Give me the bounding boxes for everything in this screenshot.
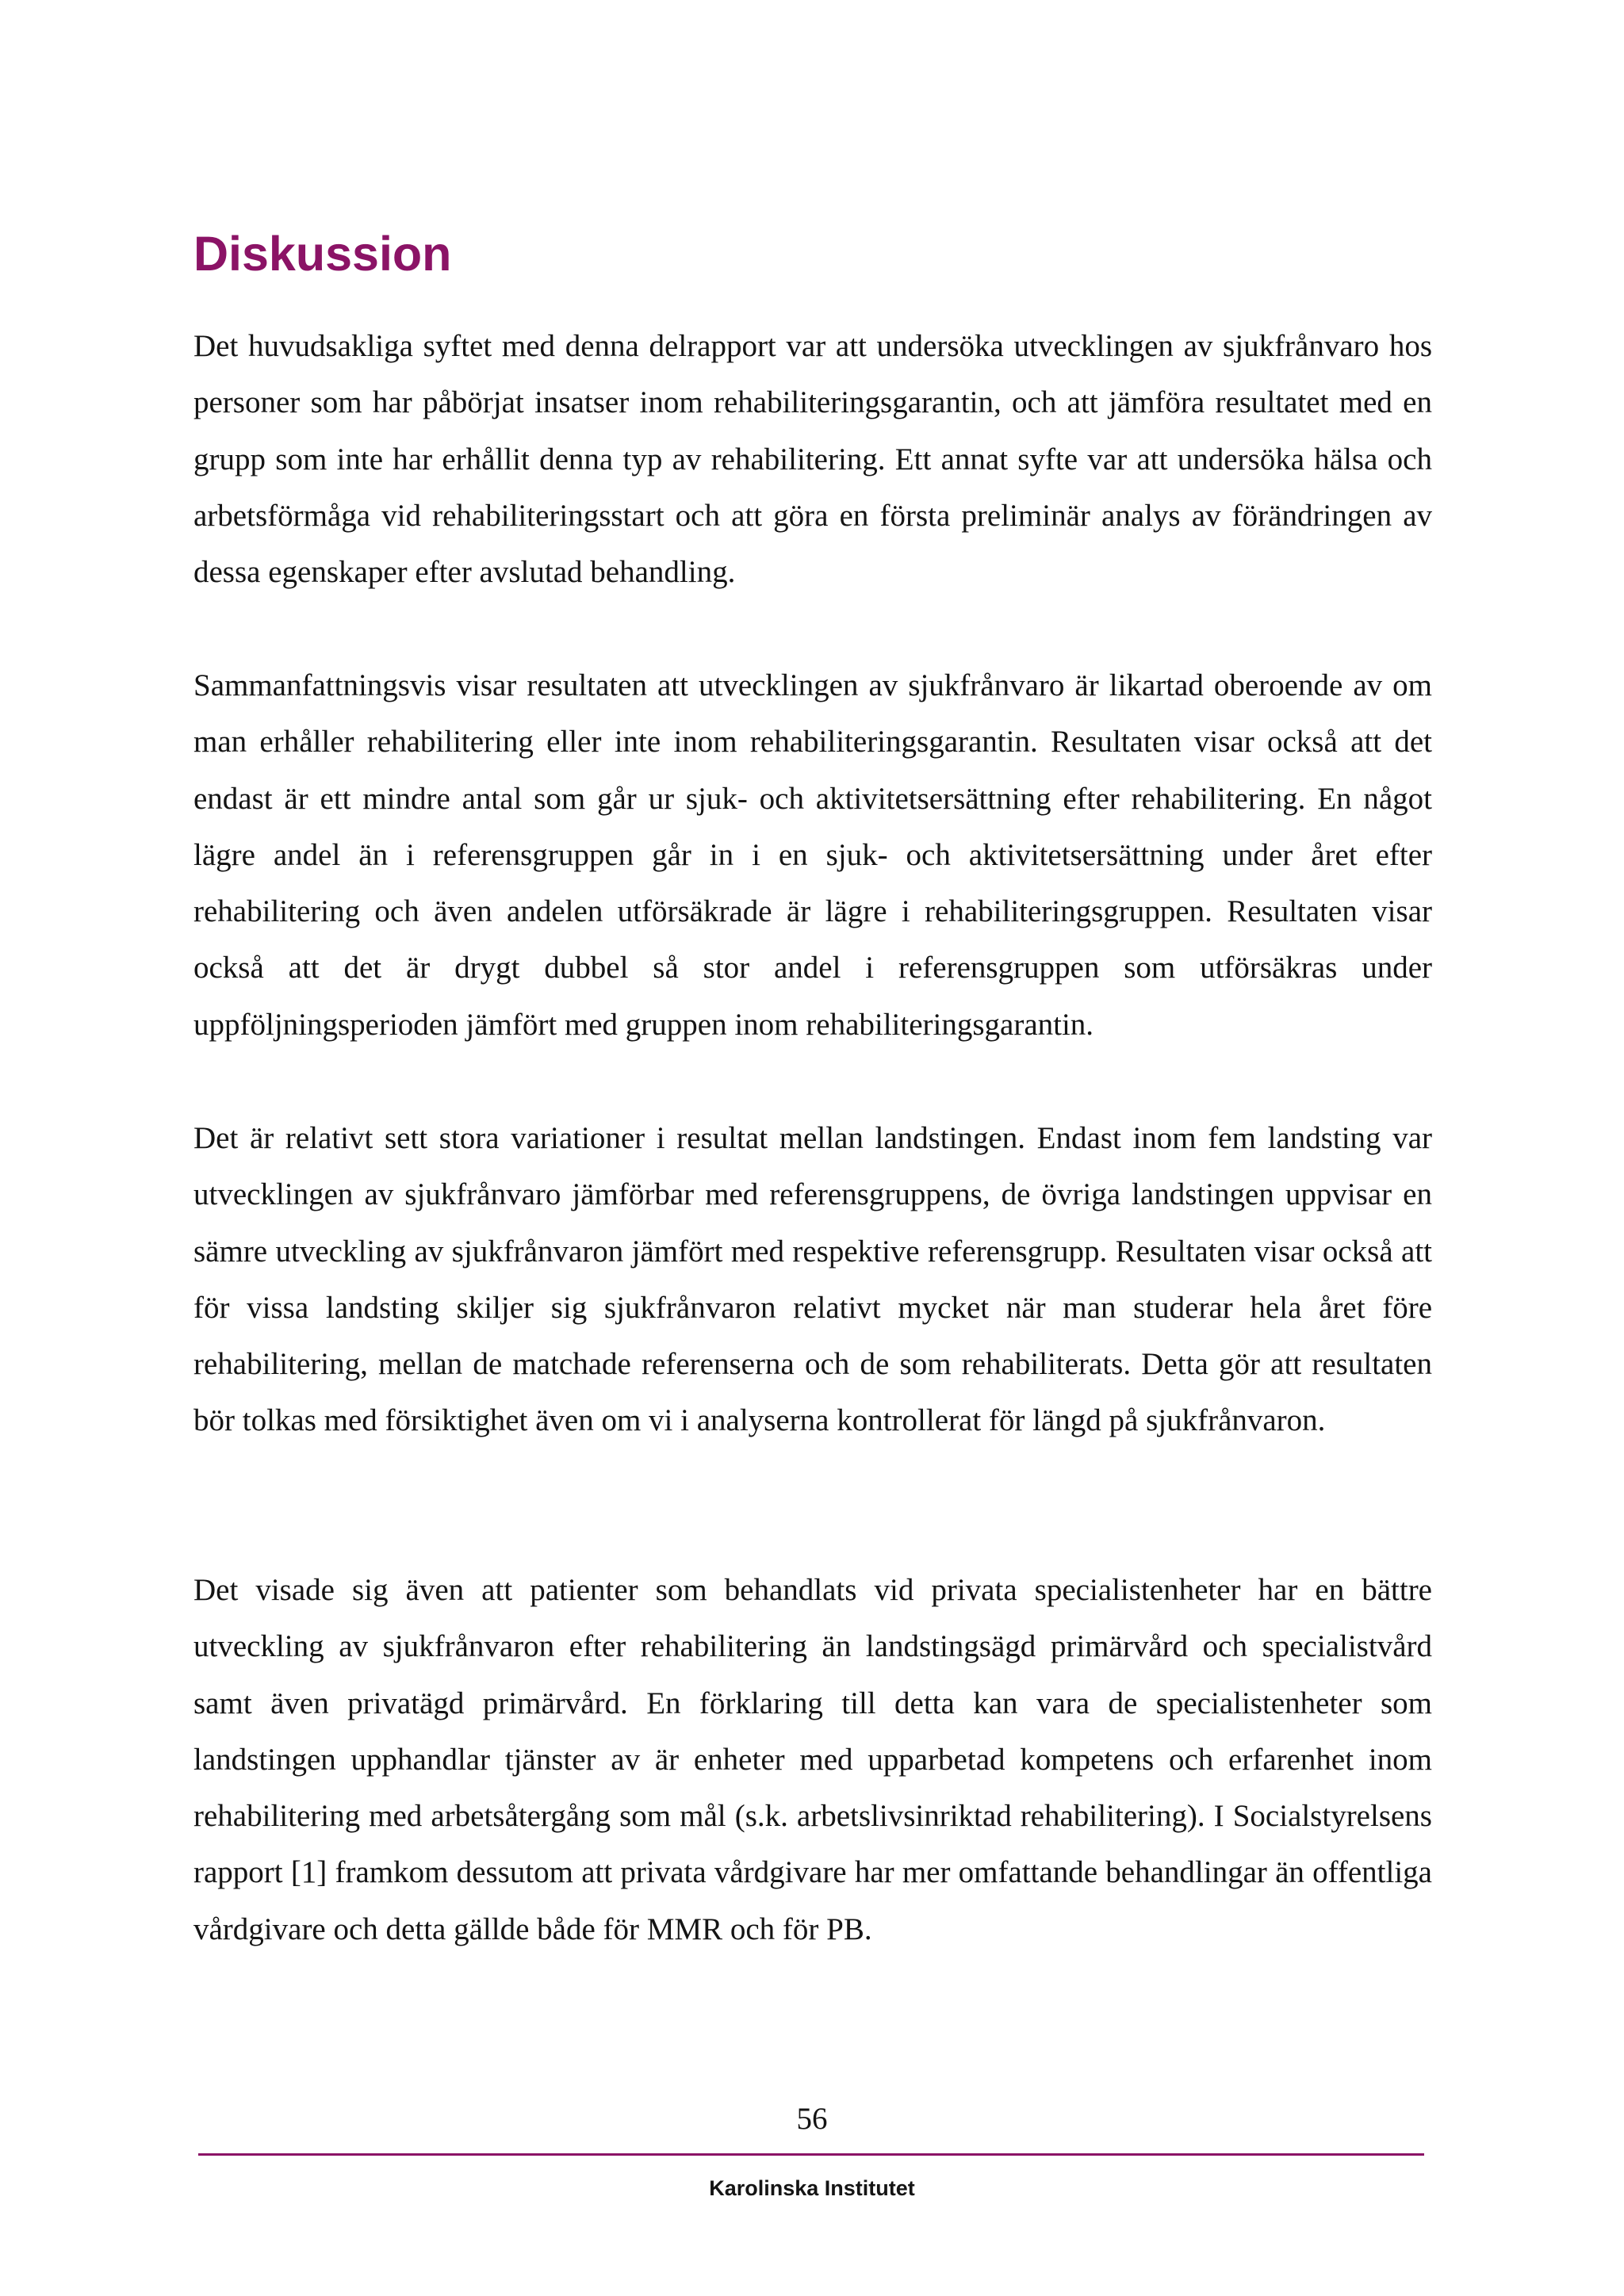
section-heading: Diskussion <box>193 227 452 281</box>
body-paragraph-4: Det visade sig även att patienter som behandlats vid privata specialistenheter har en bättre utveckling av sjukfrånvaron efter rehabilitering än landstingsägd primärvård och specialistvård samt även privatägd primärvård. En förklaring till detta kan vara de specialistenheter som landstingen upphandlar tjänster av är enheter med upparbetad kompetens och erfarenhet inom rehabilitering med arbetsåtergång som mål (s.k. arbetslivsinriktad rehabilitering). I Socialstyrelsens rapport [1] framkom dessutom att privata vårdgivare har mer omfattande behandlingar än offentliga vårdgivare och detta gällde både för MMR och för PB. <box>193 1573 1432 1946</box>
page-number: 56 <box>796 2102 828 2136</box>
body-paragraph-3: Det är relativt sett stora variationer i resultat mellan landstingen. Endast inom fem landsting var utvecklingen av sjukfrånvaro jämförbar med referensgruppens, de övriga landstingen uppvisar en sämre utveckling av sjukfrånvaron jämfört med respektive referensgrupp. Resultaten visar också att för vissa landsting skiljer sig sjukfrånvaron relativt mycket när man studerar hela året före rehabilitering, mellan de matchade referenserna och de som rehabiliterats. Detta gör att resultaten bör tolkas med försiktighet även om vi i analyserna kontrollerat för längd på sjukfrånvaron. <box>193 1121 1432 1438</box>
body-paragraph-2: Sammanfattningsvis visar resultaten att utvecklingen av sjukfrånvaro är likartad oberoende av om man erhåller rehabilitering eller inte inom rehabiliteringsgarantin. Resultaten visar också att det endast är ett mindre antal som går ur sjuk- och aktivitetsersättning efter rehabilitering. En något lägre andel än i referensgruppen går in i en sjuk- och aktivitetsersättning under året efter rehabilitering och även andelen utförsäkrade är lägre i rehabiliteringsgruppen. Resultaten visar också att det är drygt dubbel så stor andel i referensgruppen som utförsäkras under uppföljningsperioden jämfört med gruppen inom rehabiliteringsgarantin. <box>193 668 1432 1042</box>
body-paragraph-1: Det huvudsakliga syftet med denna delrapport var att undersöka utvecklingen av sjukfrånvaro hos personer som har påbörjat insatser inom rehabiliteringsgarantin, och att jämföra resultatet med en grupp som inte har erhållit denna typ av rehabilitering. Ett annat syfte var att undersöka hälsa och arbetsförmåga vid rehabiliteringsstart och att göra en första preliminär analys av förändringen av dessa egenskaper efter avslutad behandling. <box>193 329 1432 590</box>
footer-organization: Karolinska Institutet <box>709 2176 915 2200</box>
footer-divider <box>198 2153 1424 2156</box>
